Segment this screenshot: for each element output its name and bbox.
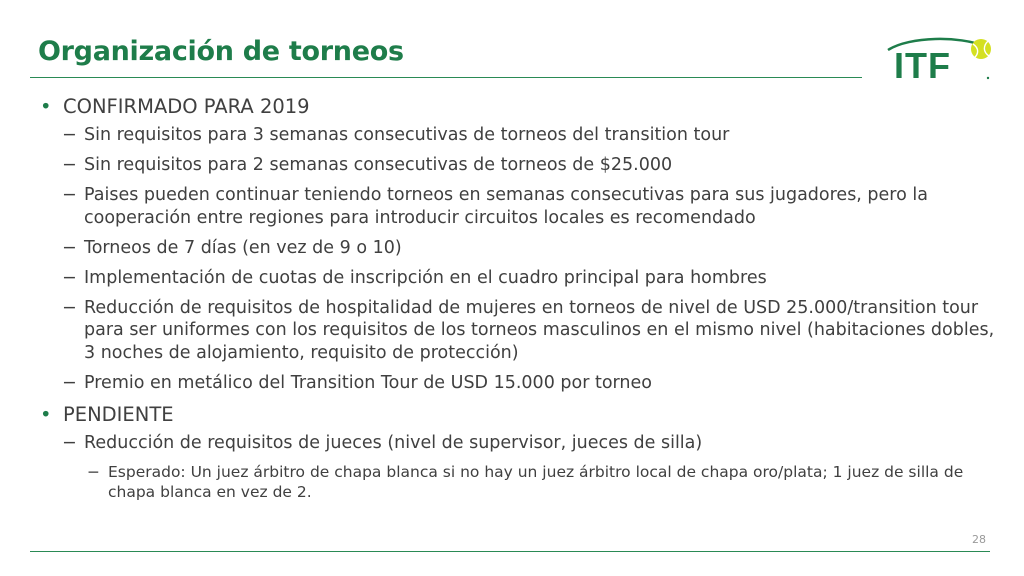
section-heading: PENDIENTE (63, 402, 174, 426)
slide-body (38, 94, 998, 502)
page-number: 28 (972, 533, 986, 546)
title-divider (30, 77, 862, 78)
slide-title: Organización de torneos (38, 36, 404, 67)
sub-list-item: − Esperado: Un juez árbitro de chapa blanca si no hay un juez árbitro local de chapa oro/plata; 1 juez de silla de chapa blanca en vez de 2. (87, 462, 964, 501)
list-item: − Premio en metálico del Transition Tour de USD 15.000 por torneo (62, 372, 652, 393)
section-confirmed (38, 94, 998, 120)
footer-divider (30, 551, 990, 552)
list-item: − Implementación de cuotas de inscripción en el cuadro principal para hombres (62, 267, 767, 288)
section-pending (38, 402, 998, 428)
logo-text: ITF (894, 45, 951, 86)
list-item: − Reducción de requisitos de jueces (nivel de supervisor, jueces de silla) (62, 432, 703, 453)
list-item: − Torneos de 7 días (en vez de 9 o 10) (62, 237, 402, 258)
bullet-dot: • (40, 95, 52, 118)
section-heading: CONFIRMADO PARA 2019 (63, 95, 310, 118)
list-item: − Reducción de requisitos de hospitalidad de mujeres en torneos de nivel de USD 25.000/transition tour para ser uniformes con los requisitos de los torneos masculinos en el mismo nivel (habitaciones dobles, 3 noches de alojamiento, requisito de protección) (62, 297, 995, 363)
list-item: − Paises pueden continuar teniendo torneos en semanas consecutivas para sus jugadores, pero la cooperación entre regiones para introducir circuitos locales es recomendado (62, 185, 928, 228)
bullet-dot: • (40, 402, 52, 426)
itf-logo (880, 34, 996, 86)
list-item: − Sin requisitos para 2 semanas consecutivas de torneos de $25.000 (62, 155, 673, 175)
list-item: − Sin requisitos para 3 semanas consecutivas de torneos del transition tour (62, 125, 730, 145)
